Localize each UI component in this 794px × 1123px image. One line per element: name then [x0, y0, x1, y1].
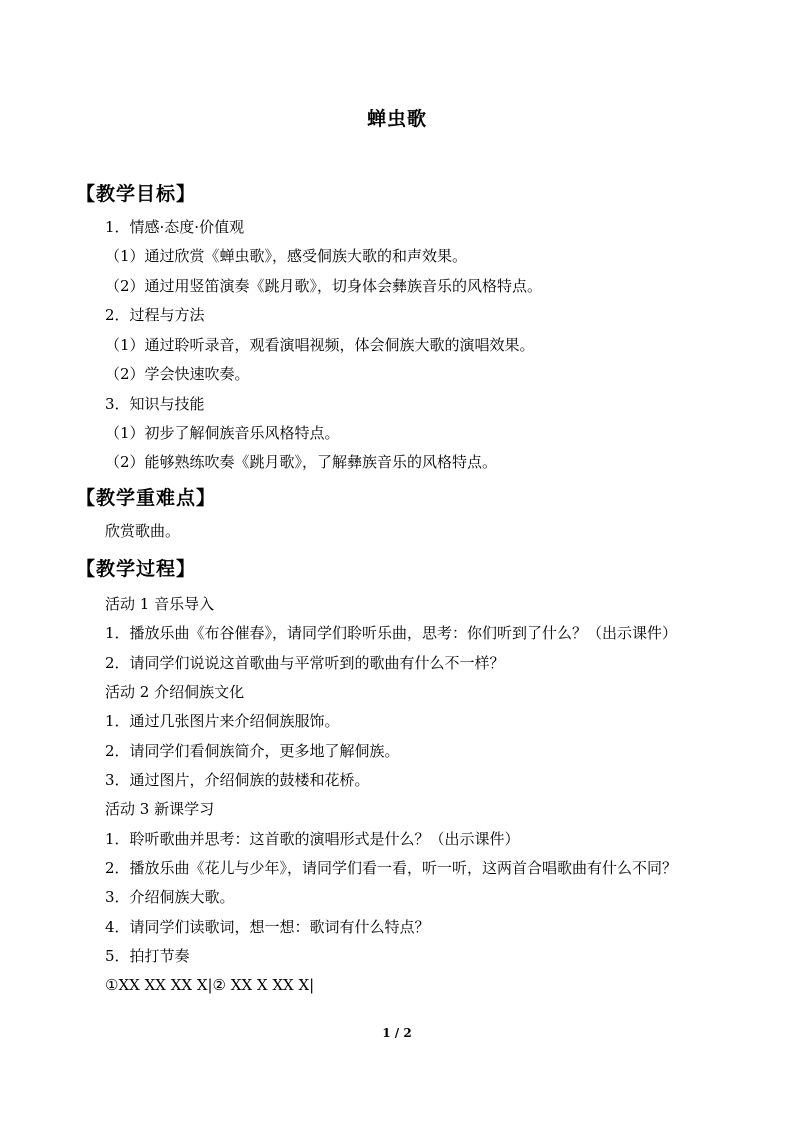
goal-line: （1）通过欣赏《蝉虫歌》，感受侗族大歌的和声效果。 — [105, 247, 468, 265]
process-line: 3．介绍侗族大歌。 — [105, 888, 235, 906]
process-line: 3．通过图片，介绍侗族的鼓楼和花桥。 — [105, 771, 370, 789]
section-heading-goals: 【教学目标】 — [76, 183, 197, 205]
page-number: 1 / 2 — [382, 1026, 412, 1040]
section-heading-keypoints: 【教学重难点】 — [76, 487, 217, 509]
process-line: 5．拍打节奏 — [105, 947, 190, 965]
process-line: 2．请同学们看侗族简介，更多地了解侗族。 — [105, 742, 400, 760]
process-line: 2．播放乐曲《花儿与少年》，请同学们看一看，听一听，这两首合唱歌曲有什么不同？ — [105, 859, 678, 877]
section-heading-process: 【教学过程】 — [76, 558, 197, 580]
process-line: 2．请同学们说说这首歌曲与平常听到的歌曲有什么不一样？ — [105, 654, 505, 672]
process-line: 1．聆听歌曲并思考：这首歌的演唱形式是什么？（出示课件） — [105, 830, 520, 848]
process-line: 1．通过几张图片来介绍侗族服饰。 — [105, 712, 340, 730]
process-line: 活动 3 新课学习 — [105, 800, 215, 818]
process-line: 1．播放乐曲《布谷催春》，请同学们聆听乐曲，思考：你们听到了什么？（出示课件） — [105, 624, 678, 642]
keypoint-line: 欣赏歌曲。 — [105, 522, 181, 540]
process-line: 活动 2 介绍侗族文化 — [105, 683, 245, 701]
process-line: 活动 1 音乐导入 — [105, 595, 215, 613]
goal-line: （1）通过聆听录音，观看演唱视频，体会侗族大歌的演唱效果。 — [105, 336, 535, 354]
document-title: 蝉虫歌 — [366, 108, 427, 130]
goal-line: 3．知识与技能 — [105, 395, 205, 413]
goal-line: （2）通过用竖笛演奏《跳月歌》，切身体会彝族音乐的风格特点。 — [105, 277, 543, 295]
goal-line: （2）学会快速吹奏。 — [105, 365, 250, 383]
process-line: ①XX XX XX X|② XX X XX X| — [105, 976, 315, 994]
goal-line: （1）初步了解侗族音乐风格特点。 — [105, 424, 340, 442]
goal-line: （2）能够熟练吹奏《跳月歌》，了解彝族音乐的风格特点。 — [105, 453, 498, 471]
process-line: 4．请同学们读歌词，想一想：歌词有什么特点？ — [105, 918, 430, 936]
goal-line: 1．情感·态度·价值观 — [105, 218, 245, 236]
goal-line: 2．过程与方法 — [105, 306, 205, 324]
